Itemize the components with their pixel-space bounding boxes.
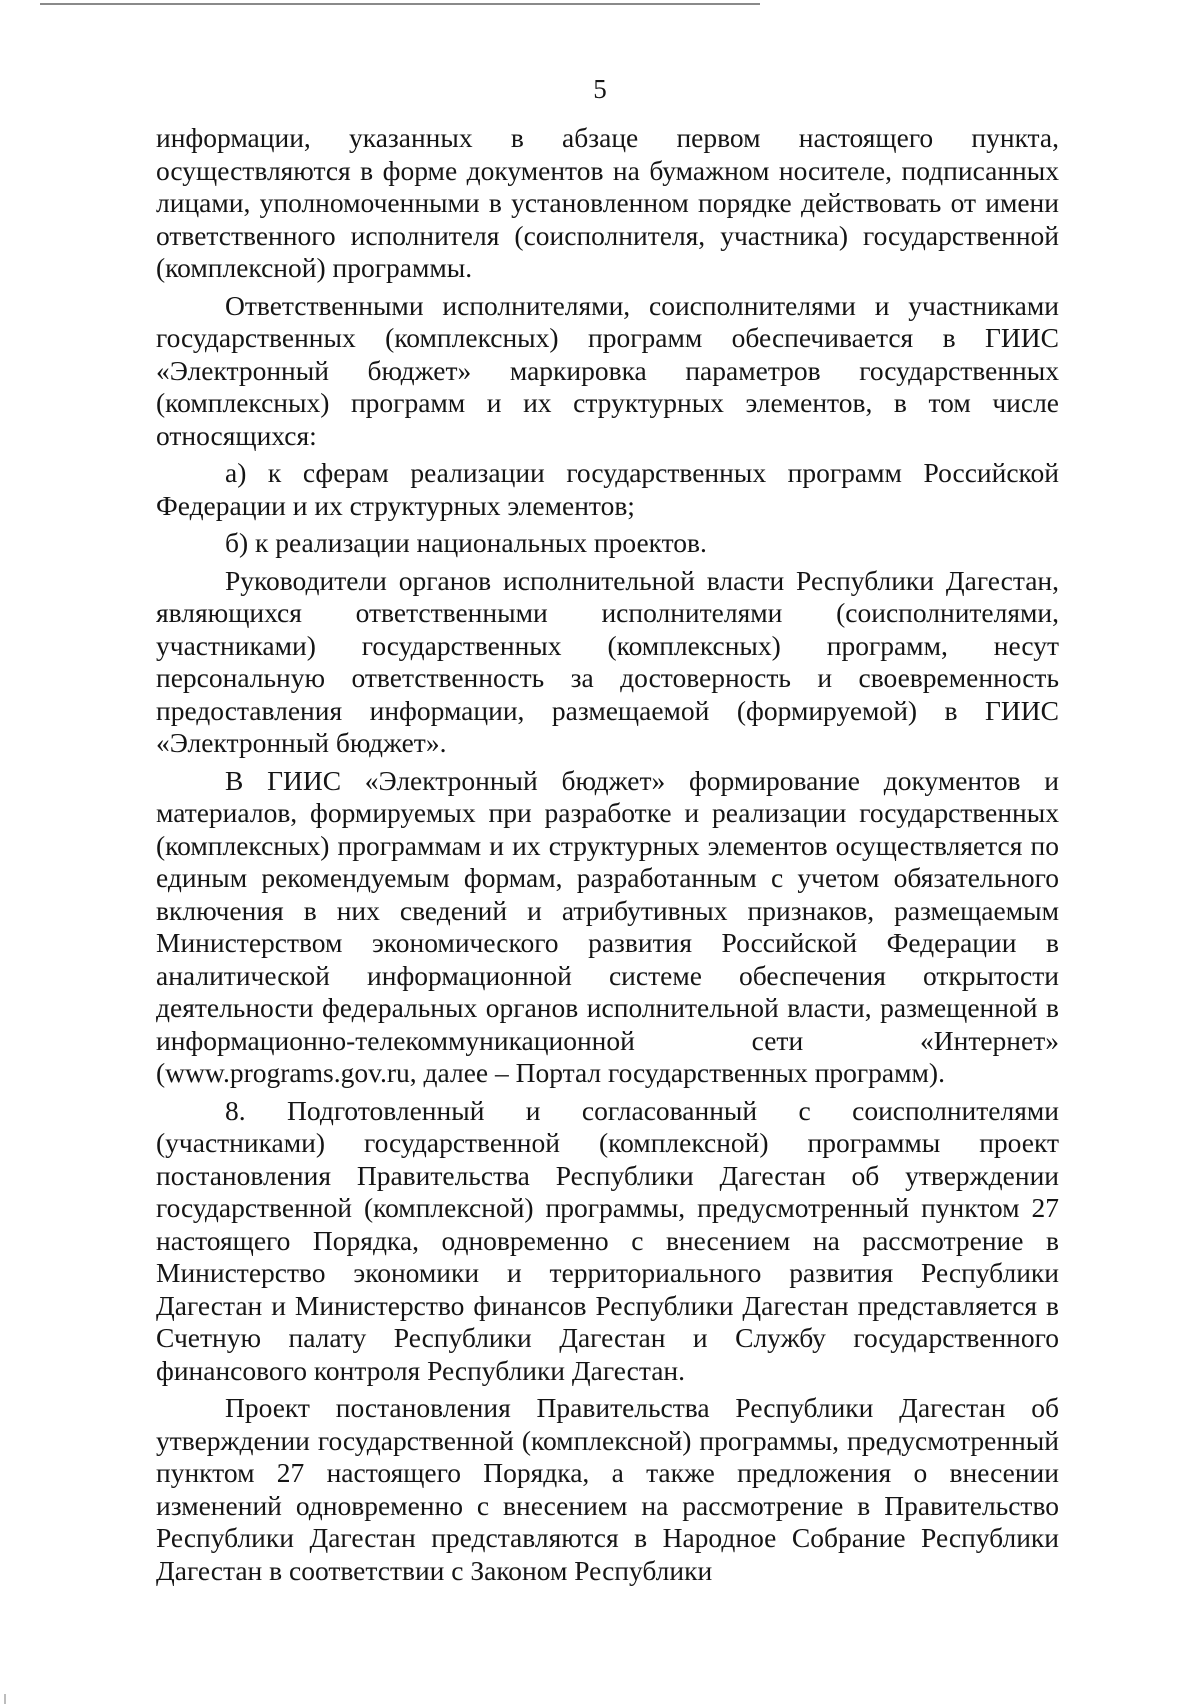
scan-edge-line xyxy=(40,3,760,5)
scan-mark xyxy=(4,1694,6,1704)
paragraph: 8. Подготовленный и согласованный с соисполнителями (участниками) государственной (комплексной) программы проект постановления Правительства Республики Дагестан об утверждении государственной (комплексной) программы, предусмотренный пунктом 27 настоящего Порядка, одновременно с внесением на рассмотрение в Министерство экономики и территориального развития Республики Дагестан и Министерство финансов Республики Дагестан представляется в Счетную палату Республики Дагестан и Службу государственного финансового контроля Республики Дагестан. xyxy=(156,1094,1059,1386)
paragraph: информации, указанных в абзаце первом настоящего пункта, осуществляются в форме документов на бумажном носителе, подписанных лицами, уполномоченными в установленном порядке действовать от имени ответственного исполнителя (соисполнителя, участника) государственной (комплексной) программы. xyxy=(156,122,1059,283)
paragraph: Ответственными исполнителями, соисполнителями и участниками государственных (комплексных) программ обеспечивается в ГИИС «Электронный бюджет» маркировка параметров государственных (комплексных) программ и их структурных элементов, в том числе относящихся: xyxy=(156,289,1059,451)
page-number: 5 xyxy=(593,74,607,104)
document-body xyxy=(156,122,1059,1587)
paragraph: Руководители органов исполнительной власти Республики Дагестан, являющихся ответственными исполнителями (соисполнителями, участниками) государственных (комплексных) программ, несут персональную ответственность за достоверность и своевременность предоставления информации, размещаемой (формируемой) в ГИИС «Электронный бюджет». xyxy=(156,564,1059,758)
paragraph: б) к реализации национальных проектов. xyxy=(225,527,707,558)
paragraph: В ГИИС «Электронный бюджет» формирование документов и материалов, формируемых при разработке и реализации государственных (комплексных) программам и их структурных элементов осуществляется по единым рекомендуемым формам, разработанным с учетом обязательного включения в них сведений и атрибутивных признаков, размещаемым Министерством экономического развития Российской Федерации в аналитической информационной системе обеспечения открытости деятельности федеральных органов исполнительной власти, размещенной в информационно-телекоммуникационной сети «Интернет» (www.programs.gov.ru, далее – Портал государственных программ). xyxy=(156,764,1059,1088)
paragraph: а) к сферам реализации государственных программ Российской Федерации и их структурных элементов; xyxy=(156,457,1059,521)
paragraph: Проект постановления Правительства Республики Дагестан об утверждении государственной (комплексной) программы, предусмотренный пунктом 27 настоящего Порядка, а также предложения о внесении изменений одновременно с внесением на рассмотрение в Правительство Республики Дагестан представляются в Народное Собрание Республики Дагестан в соответствии с Законом Республики xyxy=(156,1392,1059,1586)
